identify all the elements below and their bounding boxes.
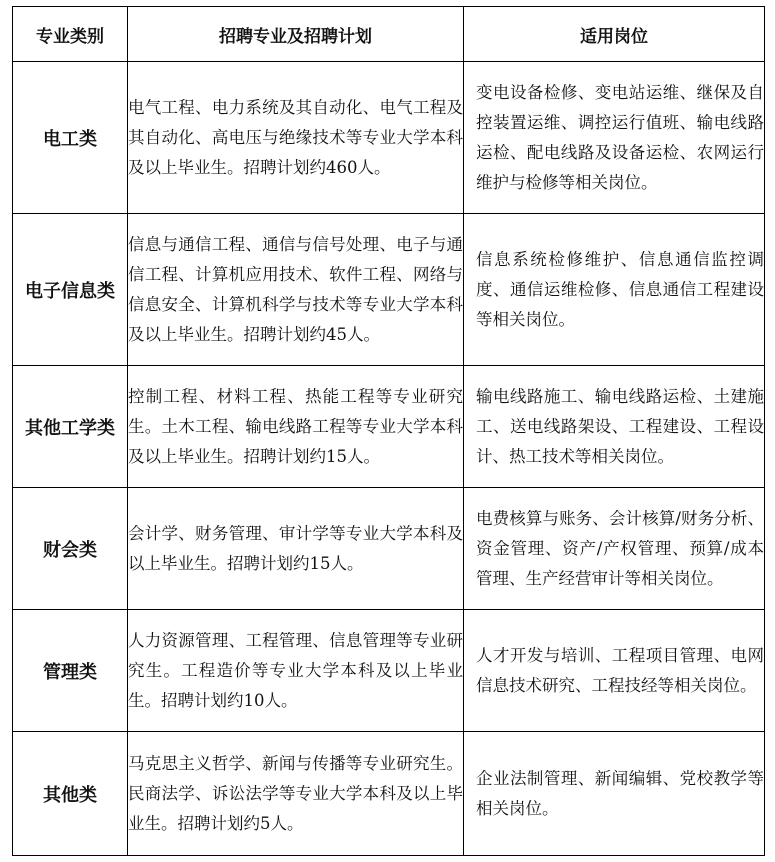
positions-cell: 企业法制管理、新闻编辑、党校教学等相关岗位。 [464,732,765,856]
category-cell: 管理类 [13,610,128,732]
positions-cell: 人才开发与培训、工程项目管理、电网信息技术研究、工程技经等相关岗位。 [464,610,765,732]
recruitment-table [12,6,765,856]
table-row [13,62,765,214]
plan-cell: 信息与通信工程、通信与信号处理、电子与通信工程、计算机应用技术、软件工程、网络与信息安全、计算机科学与技术等专业大学本科及以上毕业生。招聘计划约45人。 [128,214,464,366]
table-row [13,214,765,366]
plan-cell: 马克思主义哲学、新闻与传播等专业研究生。民商法学、诉讼法学等专业大学本科及以上毕业生。招聘计划约5人。 [128,732,464,856]
plan-cell: 控制工程、材料工程、热能工程等专业研究生。土木工程、输电线路工程等专业大学本科及以上毕业生。招聘计划约15人。 [128,366,464,488]
category-cell: 电工类 [13,62,128,214]
table-row [13,488,765,610]
plan-cell: 人力资源管理、工程管理、信息管理等专业研究生。工程造价等专业大学本科及以上毕业生。招聘计划约10人。 [128,610,464,732]
category-cell: 其他类 [13,732,128,856]
table-row [13,366,765,488]
positions-cell: 信息系统检修维护、信息通信监控调度、通信运维检修、信息通信工程建设等相关岗位。 [464,214,765,366]
category-cell: 其他工学类 [13,366,128,488]
plan-cell: 电气工程、电力系统及其自动化、电气工程及其自动化、高电压与绝缘技术等专业大学本科及以上毕业生。招聘计划约460人。 [128,62,464,214]
table-row [13,610,765,732]
header-positions: 适用岗位 [464,7,765,62]
header-category: 专业类别 [13,7,128,62]
header-plan: 招聘专业及招聘计划 [128,7,464,62]
header-row [13,7,765,62]
category-cell: 财会类 [13,488,128,610]
plan-cell: 会计学、财务管理、审计学等专业大学本科及以上毕业生。招聘计划约15人。 [128,488,464,610]
positions-cell: 变电设备检修、变电站运维、继保及自控装置运维、调控运行值班、输电线路运检、配电线路及设备运检、农网运行维护与检修等相关岗位。 [464,62,765,214]
positions-cell: 输电线路施工、输电线路运检、土建施工、送电线路架设、工程建设、工程设计、热工技术等相关岗位。 [464,366,765,488]
category-cell: 电子信息类 [13,214,128,366]
table-row [13,732,765,856]
positions-cell: 电费核算与账务、会计核算/财务分析、资金管理、资产/产权管理、预算/成本管理、生产经营审计等相关岗位。 [464,488,765,610]
